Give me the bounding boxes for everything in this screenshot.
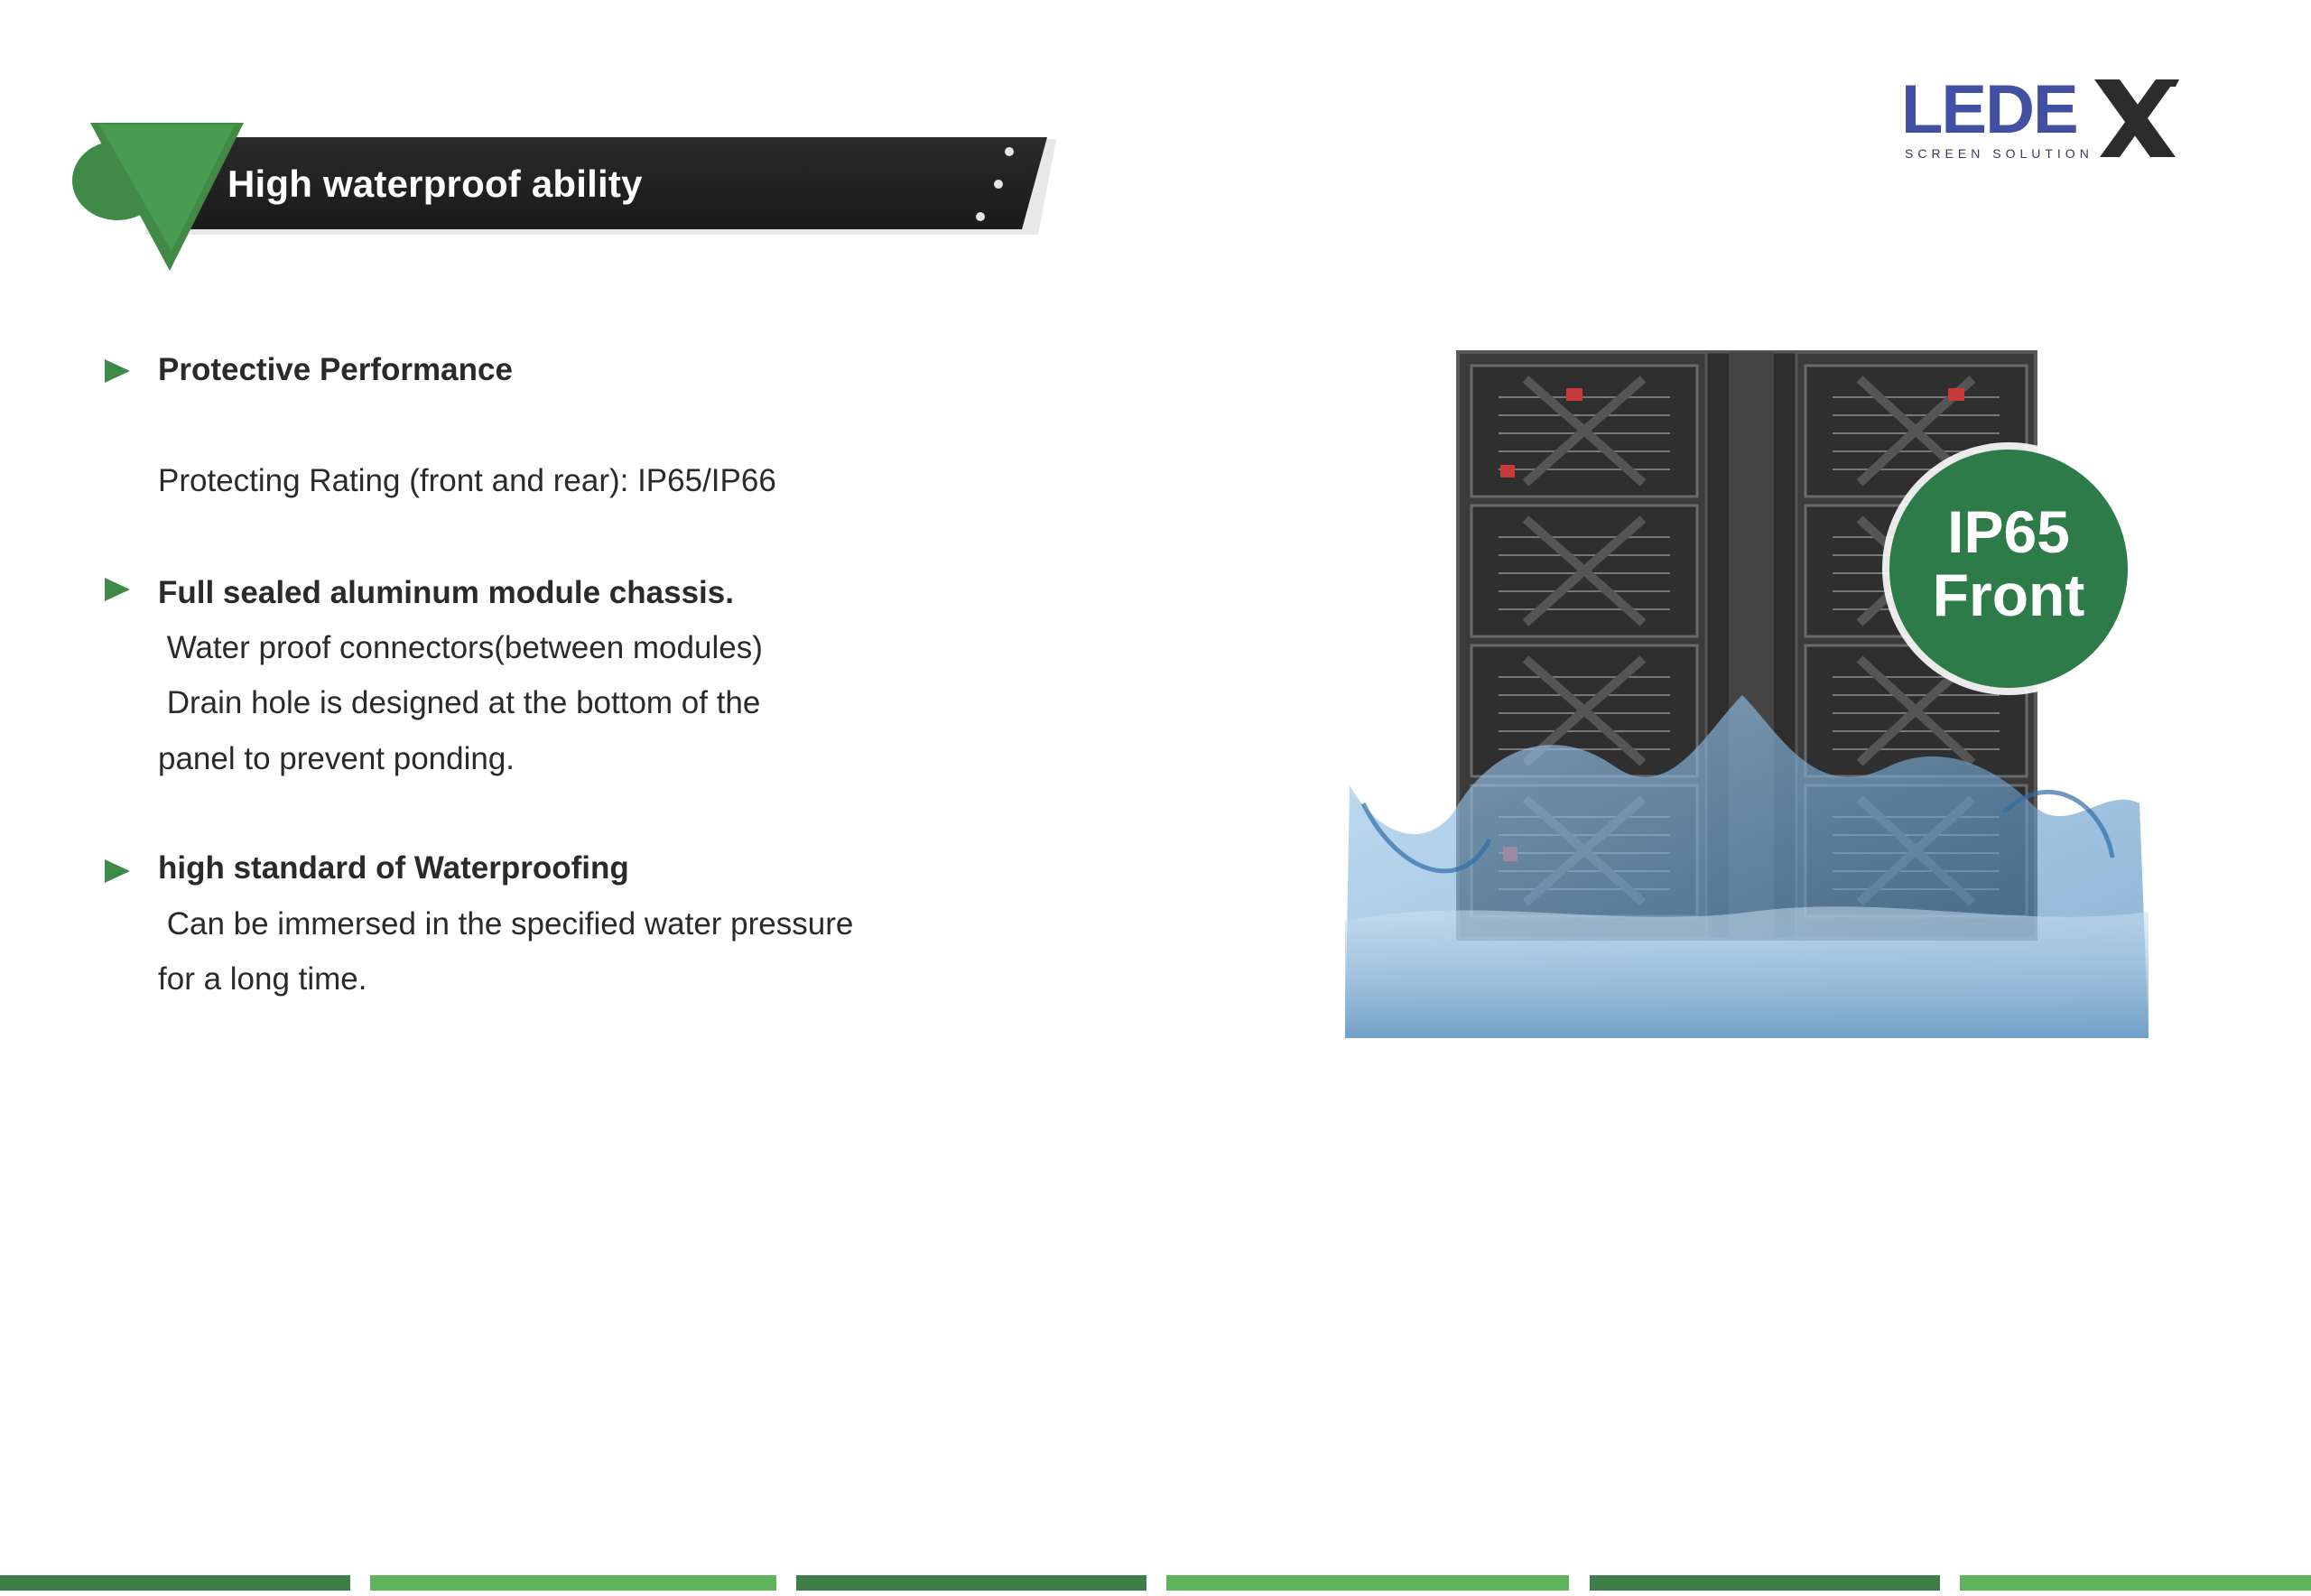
badge-line1: IP65 xyxy=(1947,498,2070,565)
section-line: for a long time. xyxy=(158,961,367,997)
logo-x-mark xyxy=(2085,72,2185,162)
bullet-triangle-icon xyxy=(105,578,130,601)
section-heading: Protective Performance xyxy=(158,352,513,387)
section-line: Water proof connectors(between modules) xyxy=(158,630,763,665)
footer-bar xyxy=(1960,1575,2311,1591)
logo-subtitle: SCREEN SOLUTION xyxy=(1905,146,2093,161)
footer-bar xyxy=(796,1575,1146,1591)
section-line: Protecting Rating (front and rear): IP65/IP66 xyxy=(158,463,776,498)
footer-bar xyxy=(1590,1575,1940,1591)
bullet-triangle-icon xyxy=(105,359,130,383)
product-image xyxy=(1345,298,2149,1038)
section-heading: Full sealed aluminum module chassis. xyxy=(158,575,734,610)
brand-logo xyxy=(1896,72,2185,172)
footer-bar xyxy=(370,1575,776,1591)
logo-wordmark: LEDE xyxy=(1901,71,2077,148)
section-line: panel to prevent ponding. xyxy=(158,741,515,776)
footer-bar xyxy=(0,1575,350,1591)
footer-bar xyxy=(1166,1575,1569,1591)
header-banner xyxy=(63,116,1065,274)
page-title: High waterproof ability xyxy=(227,162,643,205)
led-cabinet-illustration xyxy=(1345,298,2149,1038)
section-line: Can be immersed in the specified water pressure xyxy=(158,906,854,942)
section-heading: high standard of Waterproofing xyxy=(158,850,629,886)
bullet-triangle-icon xyxy=(105,859,130,883)
section-line: Drain hole is designed at the bottom of the xyxy=(158,685,761,720)
badge-line2: Front xyxy=(1932,561,2085,628)
